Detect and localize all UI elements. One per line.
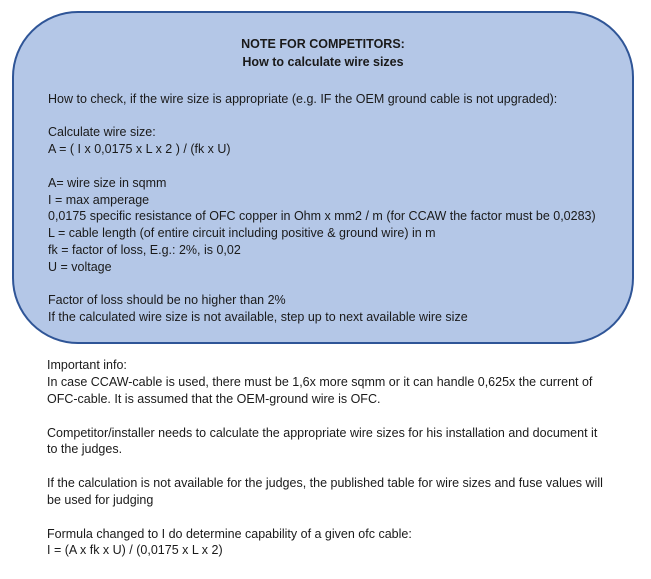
- step-up-note: If the calculated wire size is not available, step up to next available wire size: [48, 310, 468, 324]
- note-intro: How to check, if the wire size is appropriate (e.g. IF the OEM ground cable is not upgraded):: [48, 92, 558, 106]
- note-subtitle: How to calculate wire sizes: [242, 55, 404, 69]
- calc-label: Calculate wire size:: [48, 125, 156, 139]
- definition-l: L = cable length (of entire circuit including positive & ground wire) in m: [48, 226, 436, 240]
- definition-a: A= wire size in sqmm: [48, 176, 167, 190]
- loss-note: Factor of loss should be no higher than 2%: [48, 293, 286, 307]
- definition-i: I = max amperage: [48, 193, 150, 207]
- judging-line-2: be used for judging: [47, 493, 154, 507]
- current-formula: I = (A x fk x U) / (0,0175 x L x 2): [47, 543, 223, 557]
- ccaw-line-1: In case CCAW-cable is used, there must be 1,6x more sqmm or it can handle 0,625x the current of: [47, 375, 593, 389]
- competitor-line-1: Competitor/installer needs to calculate the appropriate wire sizes for his installation and document it: [47, 426, 598, 440]
- note-box: [12, 11, 634, 344]
- note-title: NOTE FOR COMPETITORS:: [241, 37, 405, 51]
- competitor-line-2: to the judges.: [47, 442, 123, 456]
- judging-line-1: If the calculation is not available for the judges, the published table for wire sizes and fuse values will: [47, 476, 603, 490]
- definition-fk: fk = factor of loss, E.g.: 2%, is 0,02: [48, 243, 241, 257]
- ccaw-line-2: OFC-cable. It is assumed that the OEM-ground wire is OFC.: [47, 392, 381, 406]
- wire-size-formula: A = ( I x 0,0175 x L x 2 ) / (fk x U): [48, 142, 231, 156]
- info-heading: Important info:: [47, 358, 127, 372]
- definition-resistance: 0,0175 specific resistance of OFC copper in Ohm x mm2 / m (for CCAW the factor must be 0,0283): [48, 209, 596, 223]
- formula-changed-label: Formula changed to I do determine capability of a given ofc cable:: [47, 527, 412, 541]
- definition-u: U = voltage: [48, 260, 112, 274]
